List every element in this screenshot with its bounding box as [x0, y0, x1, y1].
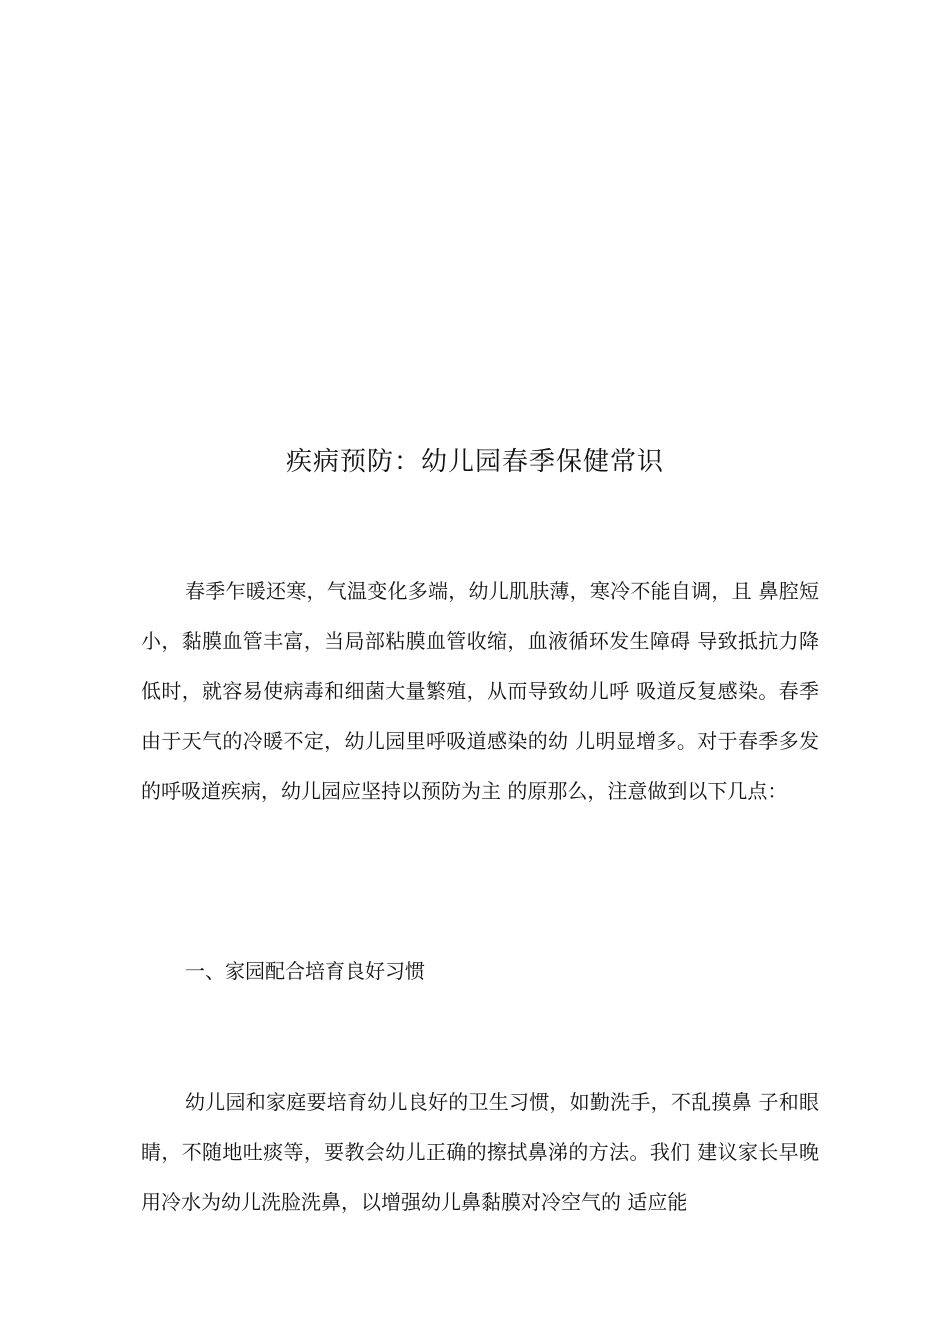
paragraph-intro: 春季乍暖还寒，气温变化多端，幼儿肌肤薄，寒冷不能自调，且 鼻腔短小，黏膜血管丰富，当局部粘膜血管收缩，血液循环发生障碍 导致抵抗力降低时，就容易使病毒和细菌大量繁殖，从而导致幼儿呼 吸道反复感染。春季由于天气的冷暖不定，幼儿园里呼吸道感染的幼 儿明显增多。对于春季多发的呼吸道疾病，幼儿园应坚持以预防为主 的原那么，注意做到以下几点： [141, 579, 819, 803]
section-heading-1: 一、家园配合培育良好习惯 [185, 959, 425, 983]
paragraph-section-1: 幼儿园和家庭要培育幼儿良好的卫生习惯，如勤洗手，不乱摸鼻 子和眼睛，不随地吐痰等，要教会幼儿正确的擦拭鼻涕的方法。我们 建议家长早晚用冷水为幼儿洗脸洗鼻，以增强幼儿鼻黏膜对冷空气的 适应能 [141, 1090, 819, 1214]
document-title: 疾病预防：幼儿园春季保健常识 [285, 447, 664, 477]
